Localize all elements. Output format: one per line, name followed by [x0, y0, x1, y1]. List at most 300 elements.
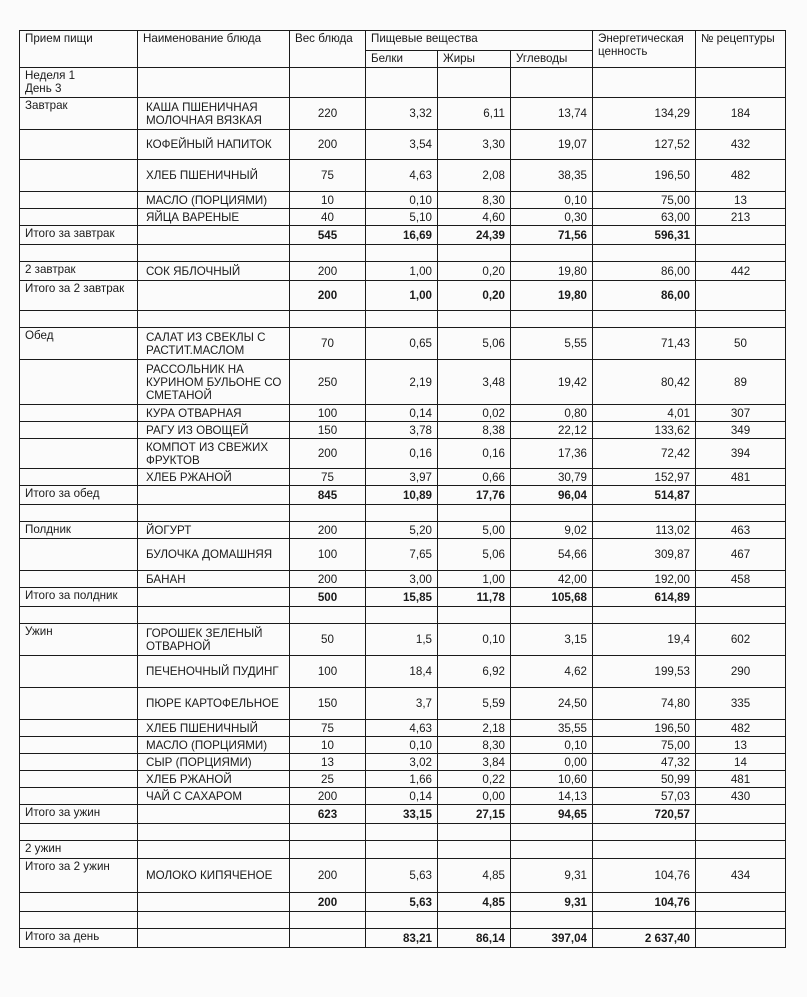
- protein-cell: [366, 68, 438, 98]
- protein-cell: 83,21: [366, 929, 438, 948]
- meal-cell: 2 ужин: [20, 841, 138, 859]
- recipe-cell: 467: [696, 539, 786, 571]
- fat-cell: 0,66: [438, 469, 511, 486]
- fat-cell: [438, 824, 511, 841]
- protein-cell: 10,89: [366, 486, 438, 505]
- table-row: [20, 720, 786, 737]
- energy-cell: 71,43: [593, 328, 696, 360]
- protein-cell: 1,00: [366, 281, 438, 311]
- recipe-cell: 14: [696, 754, 786, 771]
- dish-name-cell: МАСЛО (ПОРЦИЯМИ): [138, 192, 290, 209]
- dish-name-cell: [138, 226, 290, 245]
- carbs-cell: 5,55: [511, 328, 593, 360]
- meal-cell: Итого за 2 ужин: [20, 859, 138, 893]
- fat-cell: 2,18: [438, 720, 511, 737]
- dish-name-cell: ХЛЕБ РЖАНОЙ: [138, 469, 290, 486]
- total-row: [20, 929, 786, 948]
- recipe-cell: 13: [696, 192, 786, 209]
- protein-cell: [366, 505, 438, 522]
- fat-cell: 3,30: [438, 130, 511, 160]
- fat-cell: 24,39: [438, 226, 511, 245]
- fat-cell: 0,22: [438, 771, 511, 788]
- energy-cell: 86,00: [593, 262, 696, 281]
- protein-cell: 3,00: [366, 571, 438, 588]
- energy-cell: [593, 912, 696, 929]
- header-dish: Наименование блюда: [138, 31, 290, 68]
- weight-cell: 200: [290, 859, 366, 893]
- table-row: [20, 68, 786, 98]
- fat-cell: 2,08: [438, 160, 511, 192]
- meal-cell: [20, 422, 138, 439]
- dish-name-cell: КОФЕЙНЫЙ НАПИТОК: [138, 130, 290, 160]
- meal-cell: Полдник: [20, 522, 138, 539]
- fat-cell: 0,20: [438, 262, 511, 281]
- weight-cell: [290, 505, 366, 522]
- protein-cell: 0,16: [366, 439, 438, 469]
- protein-cell: 3,97: [366, 469, 438, 486]
- recipe-cell: 482: [696, 160, 786, 192]
- recipe-cell: 13: [696, 737, 786, 754]
- weight-cell: 623: [290, 805, 366, 824]
- meal-cell: [20, 539, 138, 571]
- recipe-cell: 442: [696, 262, 786, 281]
- fat-cell: 0,00: [438, 788, 511, 805]
- protein-cell: 1,00: [366, 262, 438, 281]
- carbs-cell: [511, 824, 593, 841]
- recipe-cell: 434: [696, 859, 786, 893]
- dish-name-cell: [138, 912, 290, 929]
- fat-cell: 3,48: [438, 360, 511, 405]
- protein-cell: 5,20: [366, 522, 438, 539]
- recipe-cell: 430: [696, 788, 786, 805]
- weight-cell: 10: [290, 737, 366, 754]
- carbs-cell: 9,02: [511, 522, 593, 539]
- fat-cell: 4,60: [438, 209, 511, 226]
- carbs-cell: 19,80: [511, 281, 593, 311]
- table-row: [20, 422, 786, 439]
- carbs-cell: 10,60: [511, 771, 593, 788]
- energy-cell: 4,01: [593, 405, 696, 422]
- table-row: [20, 522, 786, 539]
- dish-name-cell: КОМПОТ ИЗ СВЕЖИХ ФРУКТОВ: [138, 439, 290, 469]
- spacer-row: [20, 824, 786, 841]
- meal-cell: Итого за 2 завтрак: [20, 281, 138, 311]
- table-row: [20, 130, 786, 160]
- protein-cell: 1,66: [366, 771, 438, 788]
- recipe-cell: [696, 841, 786, 859]
- dish-name-cell: ХЛЕБ РЖАНОЙ: [138, 771, 290, 788]
- carbs-cell: 9,31: [511, 859, 593, 893]
- meal-cell: [20, 360, 138, 405]
- table-row: [20, 469, 786, 486]
- energy-cell: 86,00: [593, 281, 696, 311]
- weight-cell: [290, 824, 366, 841]
- header-carbs: Углеводы: [511, 51, 593, 68]
- recipe-cell: [696, 805, 786, 824]
- energy-cell: 63,00: [593, 209, 696, 226]
- meal-cell: Неделя 1 День 3: [20, 68, 138, 98]
- weight-cell: 75: [290, 720, 366, 737]
- spacer-row: [20, 607, 786, 624]
- protein-cell: 0,14: [366, 788, 438, 805]
- protein-cell: 3,02: [366, 754, 438, 771]
- energy-cell: 104,76: [593, 893, 696, 912]
- protein-cell: 5,10: [366, 209, 438, 226]
- fat-cell: 11,78: [438, 588, 511, 607]
- weight-cell: [290, 68, 366, 98]
- weight-cell: 200: [290, 262, 366, 281]
- energy-cell: 196,50: [593, 720, 696, 737]
- energy-cell: [593, 68, 696, 98]
- recipe-cell: 602: [696, 624, 786, 656]
- energy-cell: 75,00: [593, 192, 696, 209]
- weight-cell: 845: [290, 486, 366, 505]
- carbs-cell: [511, 68, 593, 98]
- weight-cell: [290, 841, 366, 859]
- weight-cell: 545: [290, 226, 366, 245]
- energy-cell: [593, 824, 696, 841]
- dish-name-cell: БАНАН: [138, 571, 290, 588]
- meal-cell: [20, 912, 138, 929]
- meal-cell: [20, 160, 138, 192]
- dish-name-cell: ЙОГУРТ: [138, 522, 290, 539]
- table-row: [20, 624, 786, 656]
- fat-cell: [438, 841, 511, 859]
- energy-cell: 80,42: [593, 360, 696, 405]
- protein-cell: 3,54: [366, 130, 438, 160]
- dish-name-cell: БУЛОЧКА ДОМАШНЯЯ: [138, 539, 290, 571]
- fat-cell: [438, 505, 511, 522]
- energy-cell: 72,42: [593, 439, 696, 469]
- dish-name-cell: СЫР (ПОРЦИЯМИ): [138, 754, 290, 771]
- recipe-cell: 482: [696, 720, 786, 737]
- fat-cell: 3,84: [438, 754, 511, 771]
- carbs-cell: [511, 607, 593, 624]
- dish-name-cell: ХЛЕБ ПШЕНИЧНЫЙ: [138, 720, 290, 737]
- spacer-row: [20, 311, 786, 328]
- meal-cell: [20, 439, 138, 469]
- meal-cell: [20, 788, 138, 805]
- carbs-cell: 24,50: [511, 688, 593, 720]
- energy-cell: 192,00: [593, 571, 696, 588]
- header-meal: Прием пищи: [20, 31, 138, 68]
- spacer-row: [20, 505, 786, 522]
- protein-cell: 0,10: [366, 737, 438, 754]
- fat-cell: 27,15: [438, 805, 511, 824]
- recipe-cell: 89: [696, 360, 786, 405]
- carbs-cell: [511, 505, 593, 522]
- meal-cell: [20, 311, 138, 328]
- energy-cell: 596,31: [593, 226, 696, 245]
- meal-cell: Ужин: [20, 624, 138, 656]
- energy-cell: 50,99: [593, 771, 696, 788]
- fat-cell: 0,02: [438, 405, 511, 422]
- energy-cell: [593, 505, 696, 522]
- carbs-cell: 54,66: [511, 539, 593, 571]
- weight-cell: 200: [290, 130, 366, 160]
- carbs-cell: 22,12: [511, 422, 593, 439]
- table-row: [20, 737, 786, 754]
- fat-cell: 8,30: [438, 737, 511, 754]
- total-row: [20, 281, 786, 311]
- total-row: [20, 588, 786, 607]
- dish-name-cell: МАСЛО (ПОРЦИЯМИ): [138, 737, 290, 754]
- dish-name-cell: ГОРОШЕК ЗЕЛЕНЫЙ ОТВАРНОЙ: [138, 624, 290, 656]
- protein-cell: [366, 841, 438, 859]
- carbs-cell: 0,10: [511, 192, 593, 209]
- weight-cell: 100: [290, 405, 366, 422]
- table-row: [20, 328, 786, 360]
- menu-table: [19, 30, 786, 948]
- header-weight: Вес блюда: [290, 31, 366, 68]
- fat-cell: 1,00: [438, 571, 511, 588]
- dish-name-cell: [138, 893, 290, 912]
- table-row: [20, 209, 786, 226]
- protein-cell: 0,65: [366, 328, 438, 360]
- carbs-cell: 14,13: [511, 788, 593, 805]
- fat-cell: [438, 912, 511, 929]
- fat-cell: 5,00: [438, 522, 511, 539]
- energy-cell: 2 637,40: [593, 929, 696, 948]
- recipe-cell: 481: [696, 469, 786, 486]
- recipe-cell: 458: [696, 571, 786, 588]
- fat-cell: [438, 245, 511, 262]
- dish-name-cell: ХЛЕБ ПШЕНИЧНЫЙ: [138, 160, 290, 192]
- carbs-cell: 17,36: [511, 439, 593, 469]
- dish-name-cell: [138, 929, 290, 948]
- header-energy: Энергетическая ценность: [593, 31, 696, 68]
- fat-cell: 0,16: [438, 439, 511, 469]
- spacer-row: [20, 245, 786, 262]
- carbs-cell: [511, 912, 593, 929]
- recipe-cell: 349: [696, 422, 786, 439]
- weight-cell: 75: [290, 469, 366, 486]
- recipe-cell: [696, 912, 786, 929]
- meal-cell: [20, 893, 138, 912]
- carbs-cell: 3,15: [511, 624, 593, 656]
- carbs-cell: 19,42: [511, 360, 593, 405]
- protein-cell: 4,63: [366, 720, 438, 737]
- recipe-cell: 394: [696, 439, 786, 469]
- protein-cell: [366, 245, 438, 262]
- energy-cell: 104,76: [593, 859, 696, 893]
- carbs-cell: 94,65: [511, 805, 593, 824]
- carbs-cell: [511, 311, 593, 328]
- protein-cell: 0,14: [366, 405, 438, 422]
- energy-cell: 75,00: [593, 737, 696, 754]
- table-row: [20, 192, 786, 209]
- meal-cell: [20, 571, 138, 588]
- dish-name-cell: МОЛОКО КИПЯЧЕНОЕ: [138, 859, 290, 893]
- fat-cell: 0,20: [438, 281, 511, 311]
- recipe-cell: 432: [696, 130, 786, 160]
- fat-cell: 5,59: [438, 688, 511, 720]
- meal-cell: Завтрак: [20, 98, 138, 130]
- carbs-cell: 0,10: [511, 737, 593, 754]
- carbs-cell: 71,56: [511, 226, 593, 245]
- fat-cell: 6,92: [438, 656, 511, 688]
- fat-cell: [438, 68, 511, 98]
- protein-cell: 3,78: [366, 422, 438, 439]
- table-row: [20, 688, 786, 720]
- fat-cell: [438, 607, 511, 624]
- weight-cell: 70: [290, 328, 366, 360]
- recipe-cell: [696, 893, 786, 912]
- meal-cell: [20, 245, 138, 262]
- energy-cell: 19,4: [593, 624, 696, 656]
- recipe-cell: 50: [696, 328, 786, 360]
- meal-cell: Итого за обед: [20, 486, 138, 505]
- recipe-cell: 335: [696, 688, 786, 720]
- meal-cell: [20, 505, 138, 522]
- table-row: [20, 859, 786, 893]
- dish-name-cell: [138, 486, 290, 505]
- recipe-cell: 213: [696, 209, 786, 226]
- recipe-cell: [696, 505, 786, 522]
- meal-cell: [20, 737, 138, 754]
- protein-cell: [366, 824, 438, 841]
- dish-name-cell: СОК ЯБЛОЧНЫЙ: [138, 262, 290, 281]
- weight-cell: 200: [290, 788, 366, 805]
- carbs-cell: 13,74: [511, 98, 593, 130]
- table-row: [20, 656, 786, 688]
- energy-cell: 152,97: [593, 469, 696, 486]
- meal-cell: 2 завтрак: [20, 262, 138, 281]
- table-row: [20, 439, 786, 469]
- table-row: [20, 788, 786, 805]
- dish-name-cell: РАССОЛЬНИК НА КУРИНОМ БУЛЬОНЕ СО СМЕТАНОЙ: [138, 360, 290, 405]
- weight-cell: [290, 607, 366, 624]
- dish-name-cell: КУРА ОТВАРНАЯ: [138, 405, 290, 422]
- energy-cell: 133,62: [593, 422, 696, 439]
- weight-cell: 100: [290, 656, 366, 688]
- fat-cell: 5,06: [438, 539, 511, 571]
- fat-cell: 17,76: [438, 486, 511, 505]
- protein-cell: 16,69: [366, 226, 438, 245]
- total-row: [20, 805, 786, 824]
- table-row: [20, 571, 786, 588]
- weight-cell: 75: [290, 160, 366, 192]
- dish-name-cell: [138, 311, 290, 328]
- weight-cell: 200: [290, 522, 366, 539]
- energy-cell: [593, 607, 696, 624]
- meal-cell: [20, 607, 138, 624]
- table-row: [20, 160, 786, 192]
- weight-cell: [290, 311, 366, 328]
- recipe-cell: [696, 68, 786, 98]
- dish-name-cell: ПЕЧЕНОЧНЫЙ ПУДИНГ: [138, 656, 290, 688]
- fat-cell: 86,14: [438, 929, 511, 948]
- recipe-cell: [696, 311, 786, 328]
- table-row: [20, 754, 786, 771]
- dish-name-cell: [138, 841, 290, 859]
- meal-cell: [20, 688, 138, 720]
- energy-cell: [593, 311, 696, 328]
- energy-cell: [593, 245, 696, 262]
- energy-cell: 309,87: [593, 539, 696, 571]
- energy-cell: 134,29: [593, 98, 696, 130]
- meal-cell: [20, 754, 138, 771]
- protein-cell: 3,7: [366, 688, 438, 720]
- energy-cell: 514,87: [593, 486, 696, 505]
- table-row: [20, 771, 786, 788]
- meal-cell: [20, 656, 138, 688]
- protein-cell: 2,19: [366, 360, 438, 405]
- recipe-cell: [696, 486, 786, 505]
- dish-name-cell: [138, 588, 290, 607]
- meal-cell: [20, 209, 138, 226]
- carbs-cell: [511, 245, 593, 262]
- energy-cell: 196,50: [593, 160, 696, 192]
- protein-cell: [366, 607, 438, 624]
- fat-cell: 4,85: [438, 893, 511, 912]
- table-row: [20, 539, 786, 571]
- protein-cell: 0,10: [366, 192, 438, 209]
- table-row: [20, 405, 786, 422]
- weight-cell: 10: [290, 192, 366, 209]
- energy-cell: 57,03: [593, 788, 696, 805]
- fat-cell: 5,06: [438, 328, 511, 360]
- dish-name-cell: РАГУ ИЗ ОВОЩЕЙ: [138, 422, 290, 439]
- recipe-cell: 290: [696, 656, 786, 688]
- recipe-cell: 481: [696, 771, 786, 788]
- protein-cell: 18,4: [366, 656, 438, 688]
- energy-cell: 199,53: [593, 656, 696, 688]
- weight-cell: 200: [290, 893, 366, 912]
- weight-cell: 500: [290, 588, 366, 607]
- energy-cell: [593, 841, 696, 859]
- recipe-cell: 307: [696, 405, 786, 422]
- fat-cell: 8,38: [438, 422, 511, 439]
- weight-cell: 40: [290, 209, 366, 226]
- recipe-cell: 184: [696, 98, 786, 130]
- meal-cell: Итого за завтрак: [20, 226, 138, 245]
- energy-cell: 74,80: [593, 688, 696, 720]
- carbs-cell: 19,80: [511, 262, 593, 281]
- total-row: [20, 893, 786, 912]
- recipe-cell: [696, 607, 786, 624]
- dish-name-cell: [138, 281, 290, 311]
- table-row: [20, 262, 786, 281]
- protein-cell: [366, 912, 438, 929]
- table-row: [20, 98, 786, 130]
- weight-cell: 200: [290, 571, 366, 588]
- dish-name-cell: ПЮРЕ КАРТОФЕЛЬНОЕ: [138, 688, 290, 720]
- meal-cell: [20, 469, 138, 486]
- carbs-cell: 105,68: [511, 588, 593, 607]
- carbs-cell: 9,31: [511, 893, 593, 912]
- dish-name-cell: [138, 245, 290, 262]
- weight-cell: [290, 929, 366, 948]
- carbs-cell: 30,79: [511, 469, 593, 486]
- carbs-cell: [511, 841, 593, 859]
- meal-cell: Итого за день: [20, 929, 138, 948]
- meal-cell: [20, 720, 138, 737]
- fat-cell: 0,10: [438, 624, 511, 656]
- protein-cell: 5,63: [366, 893, 438, 912]
- recipe-cell: [696, 245, 786, 262]
- energy-cell: 113,02: [593, 522, 696, 539]
- weight-cell: 150: [290, 688, 366, 720]
- meal-cell: [20, 824, 138, 841]
- weight-cell: 13: [290, 754, 366, 771]
- energy-cell: 127,52: [593, 130, 696, 160]
- carbs-cell: 19,07: [511, 130, 593, 160]
- total-row: [20, 486, 786, 505]
- header-recipe: № рецептуры: [696, 31, 786, 68]
- carbs-cell: 0,80: [511, 405, 593, 422]
- protein-cell: 15,85: [366, 588, 438, 607]
